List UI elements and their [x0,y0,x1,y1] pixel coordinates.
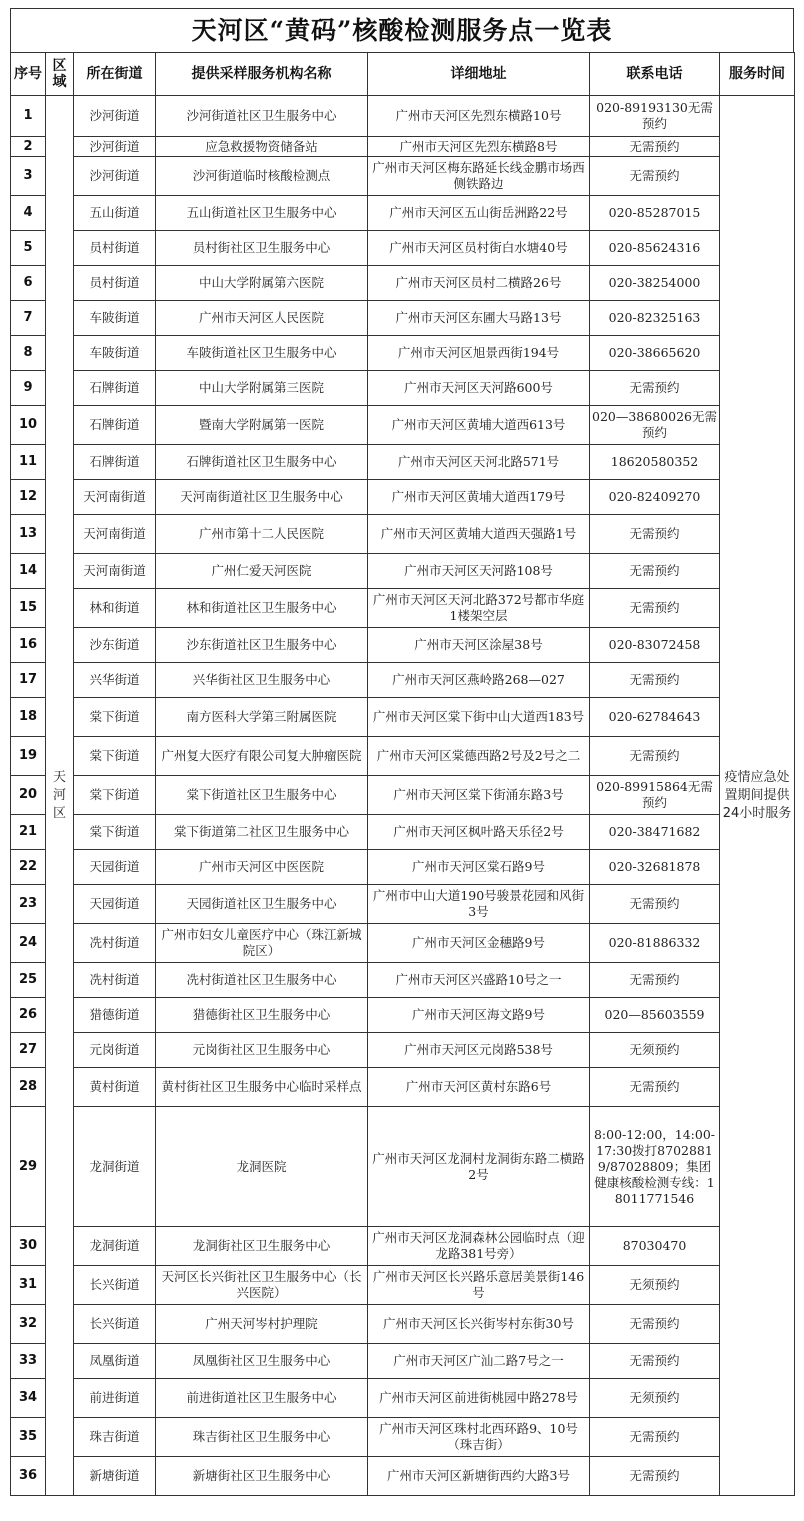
cell-address: 广州市天河区黄埔大道西179号 [368,480,590,515]
cell-org: 石牌街道社区卫生服务中心 [156,445,368,480]
cell-street: 车陂街道 [74,301,156,336]
page-title: 天河区“黄码”核酸检测服务点一览表 [10,8,794,52]
table-row [11,885,795,924]
cell-address: 广州市天河区黄埔大道西天强路1号 [368,515,590,554]
cell-org: 广州市天河区人民医院 [156,301,368,336]
cell-no: 7 [11,301,46,336]
cell-org: 沙河街道临时核酸检测点 [156,157,368,196]
cell-org: 黄村街社区卫生服务中心临时采样点 [156,1068,368,1107]
cell-phone: 无须预约 [590,1379,720,1418]
cell-no: 28 [11,1068,46,1107]
cell-no: 1 [11,96,46,137]
cell-address: 广州市天河区龙洞森林公园临时点（迎龙路381号旁） [368,1227,590,1266]
cell-no: 22 [11,850,46,885]
cell-no: 11 [11,445,46,480]
cell-street: 石牌街道 [74,371,156,406]
cell-phone: 无需预约 [590,371,720,406]
table-row [11,815,795,850]
cell-phone: 020-89193130无需预约 [590,96,720,137]
table-row [11,1305,795,1344]
cell-street: 石牌街道 [74,445,156,480]
table-row [11,157,795,196]
cell-org: 棠下街道第二社区卫生服务中心 [156,815,368,850]
cell-address: 广州市天河区五山街岳洲路22号 [368,196,590,231]
table-row [11,628,795,663]
table-row [11,1379,795,1418]
cell-no: 18 [11,698,46,737]
service-points-table [10,52,795,1496]
cell-no: 8 [11,336,46,371]
table-row [11,554,795,589]
cell-street: 沙河街道 [74,157,156,196]
cell-no: 23 [11,885,46,924]
cell-address: 广州市天河区元岗路538号 [368,1033,590,1068]
header-region: 区域 [46,53,74,96]
cell-address: 广州市天河区珠村北西环路9、10号（珠吉街） [368,1418,590,1457]
cell-no: 29 [11,1107,46,1227]
cell-street: 车陂街道 [74,336,156,371]
cell-no: 19 [11,737,46,776]
cell-street: 天园街道 [74,850,156,885]
cell-street: 员村街道 [74,266,156,301]
table-row [11,1107,795,1227]
table-row [11,1033,795,1068]
cell-street: 棠下街道 [74,776,156,815]
cell-street: 员村街道 [74,231,156,266]
table-row [11,371,795,406]
cell-phone: 无需预约 [590,885,720,924]
cell-org: 兴华街社区卫生服务中心 [156,663,368,698]
cell-street: 珠吉街道 [74,1418,156,1457]
table-row [11,266,795,301]
table-body [11,96,795,1496]
cell-street: 沙河街道 [74,137,156,157]
cell-org: 天河区长兴街社区卫生服务中心（长兴医院） [156,1266,368,1305]
cell-address: 广州市天河区海文路9号 [368,998,590,1033]
cell-no: 17 [11,663,46,698]
cell-phone: 无需预约 [590,137,720,157]
cell-address: 广州市天河区旭景西街194号 [368,336,590,371]
cell-org: 前进街道社区卫生服务中心 [156,1379,368,1418]
cell-org: 中山大学附属第三医院 [156,371,368,406]
cell-street: 沙河街道 [74,96,156,137]
table-row [11,1457,795,1496]
table-row [11,1068,795,1107]
cell-org: 暨南大学附属第一医院 [156,406,368,445]
table-row [11,96,795,137]
cell-no: 33 [11,1344,46,1379]
cell-org: 广州市天河区中医医院 [156,850,368,885]
cell-phone: 无需预约 [590,1457,720,1496]
cell-no: 32 [11,1305,46,1344]
cell-street: 冼村街道 [74,963,156,998]
table-row [11,445,795,480]
cell-region: 天河区 [46,96,74,1496]
cell-address: 广州市天河区先烈东横路8号 [368,137,590,157]
cell-address: 广州市天河区兴盛路10号之一 [368,963,590,998]
cell-phone: 无需预约 [590,1344,720,1379]
cell-org: 龙洞医院 [156,1107,368,1227]
cell-phone: 无需预约 [590,589,720,628]
cell-org: 应急救援物资储备站 [156,137,368,157]
cell-address: 广州市天河区东圃大马路13号 [368,301,590,336]
cell-no: 5 [11,231,46,266]
cell-phone: 020-89915864无需预约 [590,776,720,815]
cell-phone: 8:00-12:00，14:00-17:30拨打87028819/87028809；集团健康核酸检测专线：18011771546 [590,1107,720,1227]
cell-phone: 无需预约 [590,157,720,196]
cell-org: 林和街道社区卫生服务中心 [156,589,368,628]
cell-phone: 无需预约 [590,1305,720,1344]
cell-org: 天园街道社区卫生服务中心 [156,885,368,924]
table-row [11,963,795,998]
cell-org: 车陂街道社区卫生服务中心 [156,336,368,371]
header-org: 提供采样服务机构名称 [156,53,368,96]
cell-phone: 020-85287015 [590,196,720,231]
cell-address: 广州市天河区枫叶路天乐径2号 [368,815,590,850]
cell-address: 广州市天河区燕岭路268—027 [368,663,590,698]
table-row [11,663,795,698]
cell-org: 五山街道社区卫生服务中心 [156,196,368,231]
cell-address: 广州市天河区天河北路372号都市华庭1楼架空层 [368,589,590,628]
table-row [11,406,795,445]
table-row [11,776,795,815]
cell-phone: 无需预约 [590,515,720,554]
cell-address: 广州市天河区棠德西路2号及2号之二 [368,737,590,776]
header-service-time: 服务时间 [720,53,795,96]
cell-street: 天河南街道 [74,480,156,515]
cell-no: 9 [11,371,46,406]
cell-org: 员村街社区卫生服务中心 [156,231,368,266]
cell-org: 龙洞街社区卫生服务中心 [156,1227,368,1266]
cell-org: 冼村街道社区卫生服务中心 [156,963,368,998]
table-row [11,196,795,231]
cell-street: 黄村街道 [74,1068,156,1107]
header-no: 序号 [11,53,46,96]
cell-org: 猎德街社区卫生服务中心 [156,998,368,1033]
cell-no: 26 [11,998,46,1033]
cell-no: 35 [11,1418,46,1457]
cell-phone: 无需预约 [590,1418,720,1457]
cell-address: 广州市天河区黄村东路6号 [368,1068,590,1107]
header-address: 详细地址 [368,53,590,96]
cell-address: 广州市天河区前进街桃园中路278号 [368,1379,590,1418]
cell-street: 前进街道 [74,1379,156,1418]
cell-org: 广州复大医疗有限公司复大肿瘤医院 [156,737,368,776]
cell-street: 长兴街道 [74,1305,156,1344]
cell-address: 广州市天河区广汕二路7号之一 [368,1344,590,1379]
cell-org: 广州市妇女儿童医疗中心（珠江新城院区） [156,924,368,963]
cell-no: 3 [11,157,46,196]
cell-no: 2 [11,137,46,157]
cell-address: 广州市天河区棠下街涌东路3号 [368,776,590,815]
table-row [11,480,795,515]
cell-phone: 020—85603559 [590,998,720,1033]
cell-phone: 无需预约 [590,554,720,589]
cell-street: 沙东街道 [74,628,156,663]
cell-address: 广州市天河区天河路600号 [368,371,590,406]
cell-address: 广州市天河区长兴路乐意居美景街146号 [368,1266,590,1305]
table-row [11,998,795,1033]
cell-phone: 020-82409270 [590,480,720,515]
cell-phone: 020-82325163 [590,301,720,336]
cell-street: 天园街道 [74,885,156,924]
cell-phone: 020-38254000 [590,266,720,301]
cell-no: 25 [11,963,46,998]
cell-address: 广州市天河区先烈东横路10号 [368,96,590,137]
cell-no: 21 [11,815,46,850]
table-row [11,1418,795,1457]
cell-phone: 020-81886332 [590,924,720,963]
header-row [11,53,795,96]
cell-phone: 020-62784643 [590,698,720,737]
cell-address: 广州市天河区梅东路延长线金鹏市场西侧铁路边 [368,157,590,196]
cell-no: 12 [11,480,46,515]
document [10,8,794,1496]
cell-phone: 无需预约 [590,737,720,776]
cell-phone: 无需预约 [590,963,720,998]
cell-address: 广州市天河区长兴街岑村东街30号 [368,1305,590,1344]
cell-no: 27 [11,1033,46,1068]
table-row [11,515,795,554]
cell-street: 元岗街道 [74,1033,156,1068]
cell-no: 20 [11,776,46,815]
cell-no: 31 [11,1266,46,1305]
cell-service-time: 疫情应急处置期间提供24小时服务 [720,96,795,1496]
cell-org: 沙东街道社区卫生服务中心 [156,628,368,663]
cell-org: 元岗街社区卫生服务中心 [156,1033,368,1068]
cell-org: 中山大学附属第六医院 [156,266,368,301]
table-row [11,301,795,336]
cell-no: 4 [11,196,46,231]
cell-no: 30 [11,1227,46,1266]
table-row [11,231,795,266]
cell-street: 冼村街道 [74,924,156,963]
table-row [11,137,795,157]
cell-phone: 18620580352 [590,445,720,480]
cell-street: 石牌街道 [74,406,156,445]
cell-phone: 020-32681878 [590,850,720,885]
cell-address: 广州市天河区黄埔大道西613号 [368,406,590,445]
cell-org: 广州天河岑村护理院 [156,1305,368,1344]
cell-phone: 87030470 [590,1227,720,1266]
table-row [11,850,795,885]
cell-org: 广州市第十二人民医院 [156,515,368,554]
cell-address: 广州市天河区天河路108号 [368,554,590,589]
cell-org: 棠下街道社区卫生服务中心 [156,776,368,815]
header-phone: 联系电话 [590,53,720,96]
table-row [11,1266,795,1305]
cell-no: 36 [11,1457,46,1496]
cell-no: 14 [11,554,46,589]
table-row [11,698,795,737]
cell-street: 新塘街道 [74,1457,156,1496]
cell-street: 猎德街道 [74,998,156,1033]
cell-org: 珠吉街社区卫生服务中心 [156,1418,368,1457]
cell-street: 龙洞街道 [74,1107,156,1227]
cell-address: 广州市天河区金穗路9号 [368,924,590,963]
cell-no: 16 [11,628,46,663]
cell-no: 34 [11,1379,46,1418]
cell-street: 凤凰街道 [74,1344,156,1379]
cell-no: 10 [11,406,46,445]
cell-org: 天河南街道社区卫生服务中心 [156,480,368,515]
cell-org: 新塘街社区卫生服务中心 [156,1457,368,1496]
cell-street: 林和街道 [74,589,156,628]
cell-phone: 无需预约 [590,1068,720,1107]
cell-address: 广州市天河区天河北路571号 [368,445,590,480]
cell-org: 沙河街道社区卫生服务中心 [156,96,368,137]
table-row [11,1344,795,1379]
cell-address: 广州市天河区棠下街中山大道西183号 [368,698,590,737]
cell-address: 广州市天河区员村二横路26号 [368,266,590,301]
cell-phone: 020—38680026无需预约 [590,406,720,445]
cell-address: 广州市天河区员村街白水塘40号 [368,231,590,266]
table-row [11,589,795,628]
cell-org: 南方医科大学第三附属医院 [156,698,368,737]
cell-phone: 无须预约 [590,1266,720,1305]
cell-no: 13 [11,515,46,554]
table-row [11,737,795,776]
cell-street: 棠下街道 [74,815,156,850]
cell-org: 凤凰街社区卫生服务中心 [156,1344,368,1379]
header-street: 所在街道 [74,53,156,96]
cell-phone: 020-38471682 [590,815,720,850]
cell-address: 广州市天河区新塘街西约大路3号 [368,1457,590,1496]
cell-address: 广州市中山大道190号骏景花园和风街3号 [368,885,590,924]
cell-street: 天河南街道 [74,554,156,589]
table-row [11,924,795,963]
cell-phone: 020-83072458 [590,628,720,663]
cell-phone: 无须预约 [590,1033,720,1068]
cell-address: 广州市天河区龙洞村龙洞街东路二横路2号 [368,1107,590,1227]
cell-street: 兴华街道 [74,663,156,698]
cell-street: 天河南街道 [74,515,156,554]
cell-street: 棠下街道 [74,737,156,776]
cell-no: 24 [11,924,46,963]
cell-street: 长兴街道 [74,1266,156,1305]
table-row [11,336,795,371]
cell-street: 龙洞街道 [74,1227,156,1266]
cell-address: 广州市天河区涂屋38号 [368,628,590,663]
cell-no: 15 [11,589,46,628]
cell-no: 6 [11,266,46,301]
cell-street: 棠下街道 [74,698,156,737]
cell-street: 五山街道 [74,196,156,231]
table-row [11,1227,795,1266]
cell-phone: 020-38665620 [590,336,720,371]
cell-phone: 020-85624316 [590,231,720,266]
cell-address: 广州市天河区棠石路9号 [368,850,590,885]
cell-phone: 无需预约 [590,663,720,698]
cell-org: 广州仁爱天河医院 [156,554,368,589]
